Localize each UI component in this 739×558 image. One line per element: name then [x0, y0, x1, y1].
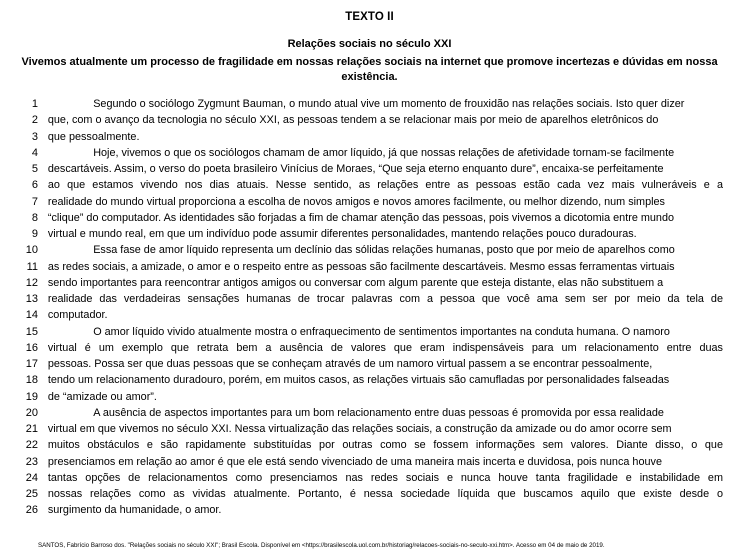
line-content: ao que estamos vivendo nos dias atuais. Nesse sentido, as relações entre as pessoas estão cada vez mais vulneráveis e a [47, 179, 723, 192]
line-content: realidade das verdadeiras sensações humanas de trocar palavras com a pessoa que você ama sem ser por meio da tela de [47, 293, 723, 305]
line-number: 3 [31, 130, 38, 143]
text-line [0, 405, 733, 421]
line-number: 8 [31, 211, 38, 224]
line-number: 24 [25, 471, 38, 484]
numbered-text-body [0, 96, 739, 519]
text-line [0, 421, 733, 437]
line-content: de “amizade ou amor”. [47, 390, 157, 403]
line-content: presenciamos em relação ao amor é que ele está sendo vivenciado de uma maneira mais incerta e duvidosa, pois nunca houve [47, 455, 662, 468]
line-number: 4 [31, 146, 38, 159]
line-text: Hoje, vivemos o que os sociólogos chamam de amor líquido, já que nossas relações de afetividade tornam-se facilmente [93, 146, 675, 159]
line-number: 22 [25, 439, 38, 452]
text-line [0, 389, 733, 405]
line-number: 15 [25, 325, 38, 338]
text-line [0, 242, 733, 258]
line-content: muitos obstáculos e são rapidamente substituídas por outras como se fossem informações sem valores. Diante disso, o que [47, 439, 723, 452]
text-line [0, 470, 733, 486]
text-line [0, 372, 733, 388]
text-line [0, 454, 733, 470]
text-line [0, 486, 733, 502]
paragraph-indent [48, 242, 93, 258]
line-content: tantas opções de relacionamentos como presenciamos nas redes sociais e nunca houve tanta fragilidade e instabilidade em [47, 471, 723, 484]
line-number: 16 [25, 341, 38, 354]
text-line [0, 177, 733, 193]
line-text: Essa fase de amor líquido representa um declínio das sólidas relações humanas, posto que por meio de aparelhos como [93, 244, 675, 257]
line-number: 19 [25, 390, 38, 403]
line-number: 17 [25, 358, 38, 370]
page-subtitle: Vivemos atualmente um processo de fragilidade em nossas relações sociais na internet que promove incertezas e dúvidas em nossa existência. [21, 56, 718, 83]
line-content: que pessoalmente. [47, 130, 140, 143]
line-content [38, 145, 723, 161]
line-content [38, 324, 723, 340]
line-content: as redes sociais, a amizade, o amor e o respeito entre as pessoas são facilmente descartáveis. Mesmo essas ferramentas virtuais [47, 260, 675, 273]
text-line [0, 210, 733, 226]
text-line [0, 291, 733, 307]
source-citation-block [38, 541, 731, 550]
page-title: Relações sociais no século XXI [287, 38, 452, 50]
line-content: virtual e mundo real, em que um indivíduo pode assumir diferentes personalidades, mantendo relações pouco duradouras. [47, 228, 637, 240]
text-line [0, 194, 733, 210]
line-content: tendo um relacionamento duradouro, porém, em muitos casos, as relações virtuais são camufladas por personalidades falseadas [47, 374, 670, 387]
line-text: O amor líquido vivido atualmente mostra o enfraquecimento de sentimentos importantes na conduta humana. O namoro [93, 325, 670, 338]
line-number: 7 [31, 195, 38, 208]
line-number: 13 [25, 293, 38, 305]
text-line [0, 96, 733, 112]
text-line [0, 129, 733, 145]
line-number: 14 [25, 309, 38, 322]
line-content: sendo importantes para reencontrar antigos amigos ou conversar com algum parente que esteja distante, elas não substituem a [47, 276, 664, 289]
text-line [0, 324, 733, 340]
text-line [0, 502, 733, 518]
text-line [0, 307, 733, 323]
line-content: surgimento da humanidade, o amor. [47, 504, 222, 517]
text-line [0, 145, 733, 161]
line-number: 9 [31, 228, 38, 240]
line-number: 25 [25, 488, 38, 500]
line-content: virtual em que vivemos no século XXI. Nessa virtualização das relações sociais, a construção da amizade ou do amor ocorre sem [47, 423, 672, 435]
line-number: 5 [31, 163, 38, 175]
line-content [38, 242, 723, 258]
text-line [0, 437, 733, 453]
line-number: 11 [26, 260, 38, 273]
text-line [0, 340, 733, 356]
line-number: 12 [25, 276, 38, 289]
paragraph-indent [48, 324, 93, 340]
paragraph-indent [48, 96, 93, 112]
text-line [0, 226, 733, 242]
line-number: 6 [31, 179, 38, 192]
line-text: Segundo o sociólogo Zygmunt Bauman, o mundo atual vive um momento de frouxidão nas relações sociais. Isto quer dizer [93, 98, 685, 110]
line-content: pessoas. Possa ser que duas pessoas que se conheçam através de um namoro virtual passem a se encontrar pessoalmente, [47, 358, 653, 370]
text-line [0, 161, 733, 177]
line-content: descartáveis. Assim, o verso do poeta brasileiro Vinícius de Moraes, “Que seja eterno enquanto dure”, encaixa-se perfeitamente [47, 163, 664, 175]
line-content: “clique” do computador. As identidades são forjadas a fim de chamar atenção das pessoas, pois vivemos a dicotomia entre mundo [47, 211, 675, 224]
text-label: TEXTO II [345, 11, 394, 23]
line-content: nossas relações como as vividas atualmente. Portanto, é nessa sociedade líquida que buscamos aquilo que existe desde o [47, 488, 723, 500]
text-line [0, 356, 733, 372]
paragraph-indent [48, 145, 93, 161]
line-number: 2 [31, 114, 38, 127]
text-line [0, 112, 733, 128]
source-citation: SANTOS, Fabrício Barroso dos. "Relações sociais no século XXI"; Brasil Escola. Disponível em <https://brasilescola.uol.com.br/historiag/relacoes-sociais-no-seculo-xxi.htm>. Acesso em 04 de maio de 2019. [38, 542, 605, 549]
line-number: 18 [25, 374, 38, 387]
document-header [0, 0, 739, 84]
line-number: 10 [25, 244, 38, 257]
line-content: realidade do mundo virtual proporciona a escolha de novos amigos e novos amores facilmente, ou melhor dizendo, num simples [47, 195, 665, 208]
text-line [0, 259, 733, 275]
line-number: 21 [25, 423, 38, 435]
line-number: 1 [31, 98, 38, 110]
line-text: A ausência de aspectos importantes para um bom relacionamento entre duas pessoas é promovida por essa realidade [93, 406, 664, 419]
line-number: 20 [25, 406, 38, 419]
line-number: 23 [25, 455, 38, 468]
paragraph-indent [48, 405, 93, 421]
line-content: computador. [47, 309, 108, 322]
line-content [38, 96, 723, 112]
line-content: que, com o avanço da tecnologia no século XXI, as pessoas tendem a se relacionar mais por meio de aparelhos eletrônicos do [47, 114, 659, 127]
line-number: 26 [25, 504, 38, 517]
text-line [0, 275, 733, 291]
line-content: virtual é um exemplo que retrata bem a ausência de valores que eram indispensáveis para um relacionamento entre duas [47, 341, 723, 354]
line-content [38, 405, 723, 421]
